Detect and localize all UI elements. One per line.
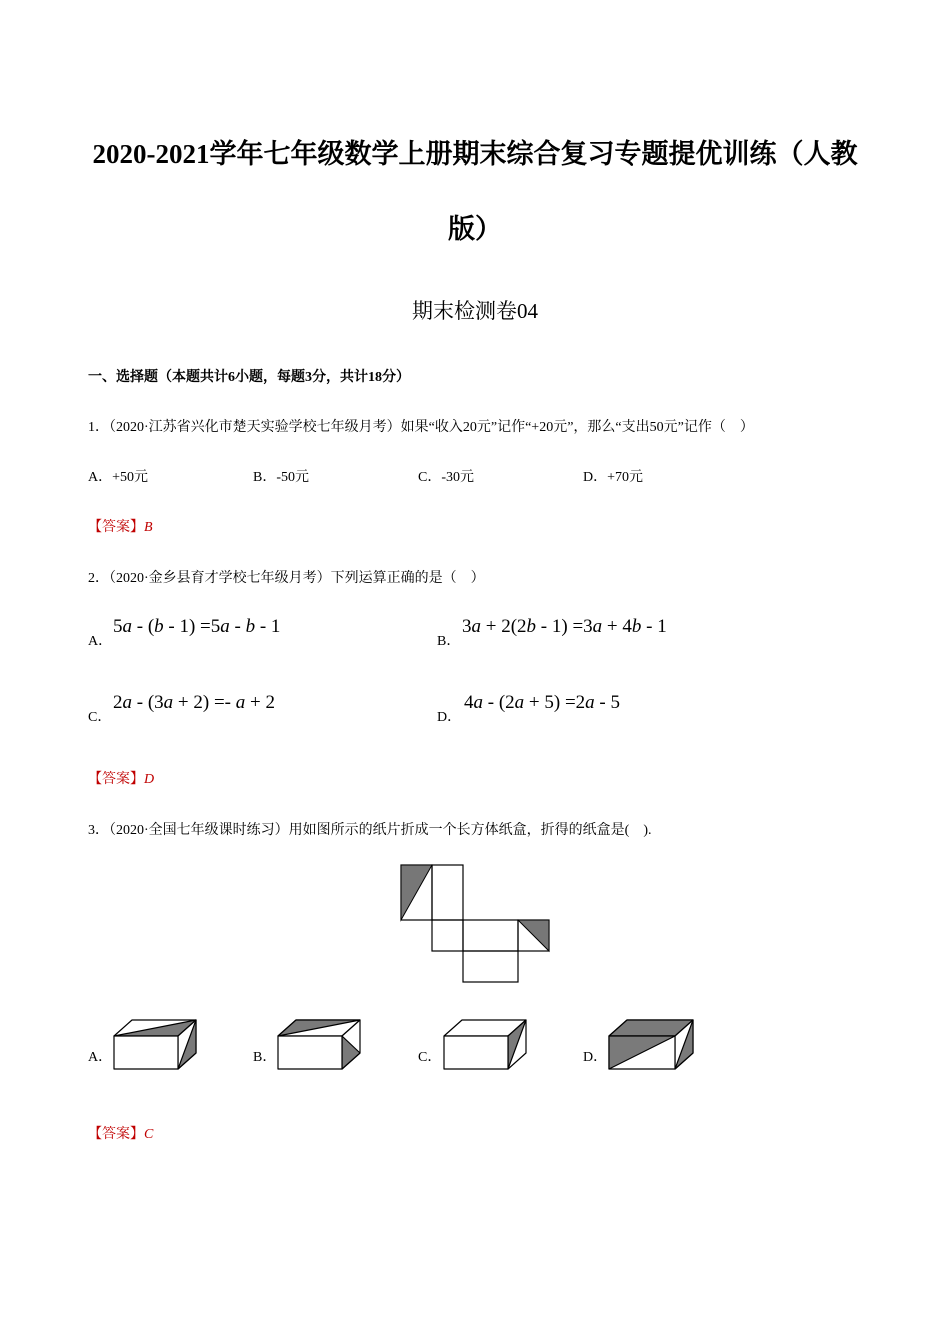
q2-formula-c: 2a - (3a + 2) =- a + 2 xyxy=(113,692,275,713)
answer-label: 【答案】 xyxy=(88,1127,144,1142)
q3-label-c: C． xyxy=(418,1050,442,1065)
q2-label-c: C． xyxy=(88,710,112,725)
q3-answer xyxy=(88,1123,153,1143)
q2-answer xyxy=(88,768,154,788)
q1-option-d: D．+70元 xyxy=(583,470,644,485)
question-3-text: 3．（2020·全国七年级课时练习）用如图所示的纸片折成一个长方体纸盒，折得的纸盒是( ). xyxy=(88,823,652,838)
q2-formula-a: 5a - (b - 1) =5a - b - 1 xyxy=(113,616,281,637)
answer-value: C xyxy=(144,1127,154,1142)
question-1-text: 1．（2020·江苏省兴化市楚天实验学校七年级月考）如果“收入20元”记作“+20元”，那么“支出50元”记作（ ） xyxy=(88,420,754,435)
q1-answer xyxy=(88,516,153,536)
q1-option-c: C．-30元 xyxy=(418,470,474,485)
answer-value: D xyxy=(144,772,155,787)
q3-label-d: D． xyxy=(583,1050,608,1065)
page-title-line1: 2020-2021学年七年级数学上册期末综合复习专题提优训练（人教 xyxy=(92,139,858,169)
q2-label-b: B． xyxy=(437,634,461,649)
q2-label-a: A． xyxy=(88,634,113,649)
box-option-b xyxy=(277,1018,361,1072)
answer-label: 【答案】 xyxy=(88,772,144,787)
q2-formula-b: 3a + 2(2b - 1) =3a + 4b - 1 xyxy=(462,616,667,637)
q3-label-b: B． xyxy=(253,1050,277,1065)
page-title-line2: 版） xyxy=(448,214,502,244)
box-option-c xyxy=(443,1018,527,1072)
q3-label-a: A． xyxy=(88,1050,113,1065)
box-option-d xyxy=(608,1018,694,1072)
answer-label: 【答案】 xyxy=(88,520,144,535)
q2-label-d: D． xyxy=(437,710,462,725)
box-net-figure xyxy=(400,864,552,984)
question-2-text: 2．（2020·金乡县育才学校七年级月考）下列运算正确的是（ ） xyxy=(88,571,485,586)
q2-formula-d: 4a - (2a + 5) =2a - 5 xyxy=(464,692,620,713)
page-subtitle: 期末检测卷04 xyxy=(412,299,538,323)
section-heading: 一、选择题（本题共计6小题，每题3分，共计18分） xyxy=(88,370,410,385)
q1-option-a: A．+50元 xyxy=(88,470,149,485)
q1-option-b: B．-50元 xyxy=(253,470,309,485)
box-option-a xyxy=(113,1018,197,1072)
answer-value: B xyxy=(144,520,153,535)
